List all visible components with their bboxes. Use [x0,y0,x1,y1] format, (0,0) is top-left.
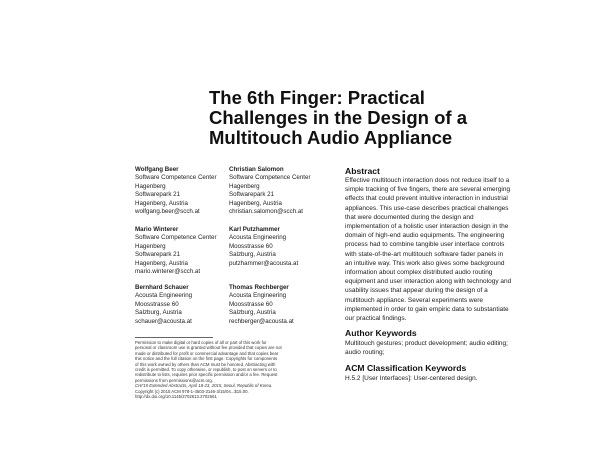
abstract-line: effects that could prevent intuitive interaction in industrial [345,195,508,203]
abstract-line: appliances. This use-case describes practical challenges [345,204,509,212]
author-name: Thomas Rechberger [229,284,289,291]
abstract-line: process had to combine tangible user interface controls [345,241,505,249]
author-block-4 [229,226,349,268]
author-name: Mario Winterer [135,226,179,233]
venue-line: CHI'15 Extended Abstracts, April 18-23, 2015, Seoul, Republic of Korea. [135,383,273,389]
title-line: Challenges in the Design of a [209,107,468,128]
abstract-line: Effective multitouch interaction does not reduce itself to a [345,177,510,184]
abstract-line: an intuitive way. This work also gives some background [345,259,505,267]
author-name: Christian Salomon [229,166,284,173]
abstract-line: our practical findings. [345,315,407,323]
author-address: Salzburg, Austria [229,309,276,317]
abstract-line: implemented in order to gain empiric data to substantiate [345,305,509,313]
acm-keywords-body [345,374,545,383]
author-keywords-heading: Author Keywords [345,328,417,338]
abstract-line: implementation of a holistic user interaction design in the [345,223,509,231]
author-name: Bernhard Schauer [135,284,189,291]
abstract-body [345,176,545,323]
author-name: Karl Putzhammer [229,226,280,233]
permission-line: personal or classroom use is granted without fee provided that copies are not [135,345,282,351]
author-email: wolfgang.beer@scch.at [135,208,200,216]
abstract-line: usability issues that appear during the design of a [345,287,488,295]
author-address: Moosstrasse 60 [135,300,179,308]
author-address: Hagenberg, Austria [135,199,188,207]
permission-line: of this work owned by others than ACM must be honored. Abstracting with [135,361,276,367]
abstract-line: with state-of-the-art multitouch software fader panels in [345,250,504,258]
permission-line: made or distributed for profit or commercial advantage and that copies bear [135,350,279,356]
author-address: Softwarepark 21 [135,191,181,199]
author-address: Moosstrasse 60 [229,242,273,250]
author-email: christian.salomon@scch.at [229,208,304,216]
permission-line: credit is permitted. To copy otherwise, or republish, to post on servers or to [135,367,277,373]
author-affiliation: Software Competence Center [135,234,217,242]
author-affiliation: Hagenberg [229,182,260,190]
author-address: Softwarepark 21 [229,191,275,199]
abstract-line: information about complex distributed audio routing [345,269,493,277]
classification-line: H.5.2 [User Interfaces]: User-centered design. [345,375,478,382]
title-line: Multitouch Audio Appliance [209,127,453,148]
abstract-line: multitouch appliance. Several experiments were [345,296,484,304]
permission-line: redistribute to lists, requires prior specific permission and/or a fee. Request [135,372,278,378]
author-email: mario.winterer@scch.at [135,268,201,276]
author-affiliation: Acousta Engineering [135,292,193,300]
author-affiliation: Software Competence Center [135,174,217,182]
author-keywords-body [345,339,545,357]
keywords-line: audio routing; [345,349,385,357]
abstract-line: simple tracking of five fingers, there are several emerging [345,186,511,194]
acm-keywords-heading: ACM Classification Keywords [345,363,467,373]
permission-notice [135,340,331,399]
abstract-heading: Abstract [345,166,380,176]
abstract-line: equipment and user interaction along with technology and [345,278,512,286]
author-email: putzhammer@acousta.at [229,259,299,267]
copyright-line: Copyright (c) 2015 ACM 978-1-4503-3146-3/15/04...$15.00. [135,388,249,394]
author-affiliation: Hagenberg [135,242,166,250]
permission-line: Permission to make digital or hard copies of all or part of this work for [135,340,267,345]
author-address: Hagenberg, Austria [135,259,188,267]
author-affiliation: Hagenberg [135,182,166,190]
author-block-2 [229,166,349,216]
author-name: Wolfgang Beer [135,166,179,173]
author-affiliation: Software Competence Center [229,174,311,182]
keywords-line: Multitouch gestures; product development; audio editing; [345,340,508,347]
doi-link[interactable]: http://dx.doi.org/10.1145/2702613.2702661 [135,394,217,400]
permission-line: permissions from permissions@acm.org. [135,377,213,383]
permission-line: this notice and the full citation on the first page. Copyrights for components [135,356,278,362]
abstract-line: that were documented during the design and [345,213,474,221]
author-affiliation: Acousta Engineering [229,234,287,242]
abstract-line: domain of high-end audio equipments. The engineering [345,232,505,240]
author-email: schauer@acousta.at [135,317,192,325]
title-line: The 6th Finger: Practical [209,87,425,108]
author-address: Salzburg, Austria [135,309,182,317]
author-address: Moosstrasse 60 [229,300,273,308]
author-affiliation: Acousta Engineering [229,292,287,300]
paper-title [209,87,468,148]
author-email: rechberger@acousta.at [229,317,294,325]
author-address: Hagenberg, Austria [229,199,282,207]
footnote-rule [135,337,213,338]
author-address: Salzburg, Austria [229,251,276,259]
author-block-6 [229,284,349,326]
author-address: Softwarepark 21 [135,251,181,259]
